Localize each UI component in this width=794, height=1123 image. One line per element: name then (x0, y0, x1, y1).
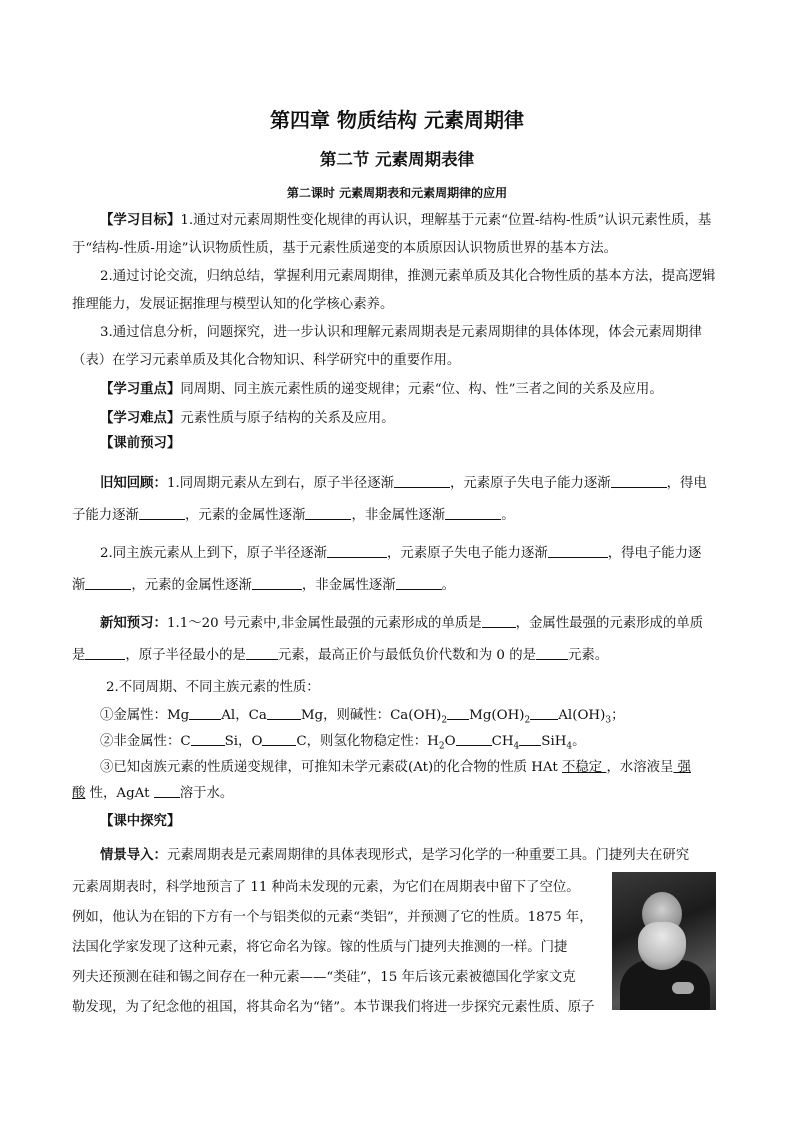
answer-blank[interactable] (445, 507, 501, 520)
explore-label: 【课中探究】 (100, 813, 181, 829)
answer-blank[interactable] (85, 577, 131, 590)
answer-blank[interactable] (327, 545, 387, 558)
review-line-1b: 子能力逐渐 ，元素的金属性逐渐 ，非金属性逐渐 。 (72, 508, 515, 523)
answer-blank[interactable] (548, 545, 608, 558)
review-line-1: 旧知回顾：1.同周期元素从左到右，原子半径逐渐 ，元素原子失电子能力逐渐 ，得电 (100, 475, 707, 491)
new-line-2: 2.不同周期、不同主族元素的性质： (106, 680, 320, 695)
scene-line-6: 勒发现，为了纪念他的祖国，将其命名为“锗”。本节课我们将进一步探究元素性质、原子 (72, 1000, 595, 1015)
answer-blank[interactable] (246, 647, 278, 660)
answer-blank[interactable] (396, 577, 442, 590)
review-line-2b: 渐 ，元素的金属性逐渐 ，非金属性逐渐 。 (72, 578, 456, 593)
answer-blank[interactable] (139, 507, 185, 520)
answer-blank[interactable] (447, 707, 469, 720)
objectives-block (72, 206, 722, 433)
objective-1: 【学习目标】1.通过对元素周期性变化规律的再认识，理解基于元素“位置-结构-性质”认识元素性质，基于“结构-性质-用途”认识物质性质，基于元素性质递变的本质原因认识物质世界的基本方法。 (72, 212, 712, 256)
answer-blank[interactable] (482, 615, 516, 628)
new-line-1b: 是 ，原子半径最小的是 元素，最高正价与最低负价代数和为 0 的是 元素。 (72, 648, 609, 663)
metal-line: ①金属性：Mg Al，Ca Mg，则碱性：$Ca(OH)_2$ $Mg(OH)_2$ $Al(OH)_3$； (100, 708, 625, 726)
answer-blank[interactable] (394, 475, 450, 488)
objective-2: 2.通过讨论交流，归纳总结，掌握利用元素周期律，推测元素单质及其化合物性质的基本方法，提高逻辑推理能力，发展证据推理与模型认知的化学核心素养。 (72, 269, 716, 312)
answer-blank[interactable] (611, 475, 667, 488)
key-points: 【学习重点】同周期、同主族元素性质的递变规律；元素“位、构、性”三者之间的关系及应用。 (100, 381, 663, 397)
nonmetal-line: ②非金属性：C Si，O C，则氢化物稳定性：$H_2O$ $CH_4$ SiH$_4$。 (100, 734, 586, 752)
astatine-line-b: 酸 性，AgAt 溶于水。 (72, 786, 234, 801)
answer-blank[interactable] (154, 785, 180, 798)
preview-label: 【课前预习】 (100, 435, 181, 451)
answer-blank[interactable] (305, 507, 351, 520)
review-line-2: 2.同主族元素从上到下，原子半径逐渐 ，元素原子失电子能力逐渐 ，得电子能力逐 (100, 546, 702, 561)
scene-line-1: 情景导入：元素周期表是元素周期律的具体表现形式，是学习化学的一种重要工具。门捷列夫在研究 (100, 847, 690, 863)
answer-blank[interactable] (456, 733, 492, 746)
answer-blank[interactable] (85, 647, 125, 660)
astatine-line: ③已知卤族元素的性质递变规律，可推知未学元素砹(At)的化合物的性质 HAt 不稳定 ，水溶液呈 强 (100, 760, 692, 775)
scene-line-5: 列夫还预测在硅和锡之间存在一种元素——“类硅”，15 年后该元素被德国化学家文克 (72, 970, 576, 985)
answer-blank[interactable] (252, 577, 302, 590)
objective-3: 3.通过信息分析，问题探究，进一步认识和理解元素周期表是元素周期律的具体体现，体会元素周期律（表）在学习元素单质及其化合物知识、科学研究中的重要作用。 (72, 325, 702, 368)
answer-blank[interactable] (267, 707, 301, 720)
answer-blank[interactable] (262, 733, 296, 746)
answer-blank[interactable] (191, 733, 225, 746)
chapter-title: 第四章 物质结构 元素周期律 (270, 108, 524, 132)
answer-blank[interactable] (189, 707, 221, 720)
mendeleev-portrait (612, 872, 716, 1010)
section-title: 第二节 元素周期表律 (319, 150, 475, 169)
new-line-1: 新知预习：1.1～20 号元素中,非金属性最强的元素形成的单质是 ，金属性最强的元素形成的单质 (100, 615, 704, 631)
scene-line-4: 法国化学家发现了这种元素，将它命名为镓。镓的性质与门捷列夫推测的一样。门捷 (72, 940, 568, 955)
scene-line-3: 例如，他认为在铝的下方有一个与铝类似的元素“类铝”，并预测了它的性质。1875 年， (72, 910, 593, 925)
scene-line-2: 元素周期表时，科学地预言了 11 种尚未发现的元素，为它们在周期表中留下了空位。 (72, 880, 580, 895)
answer-blank[interactable] (519, 733, 541, 746)
answer-blank[interactable] (530, 707, 558, 720)
objectives-label: 【学习目标】 (100, 212, 181, 228)
answer-blank[interactable] (536, 647, 568, 660)
difficulties: 【学习难点】元素性质与原子结构的关系及应用。 (100, 410, 395, 426)
lesson-title: 第二课时 元素周期表和元素周期律的应用 (286, 186, 508, 200)
